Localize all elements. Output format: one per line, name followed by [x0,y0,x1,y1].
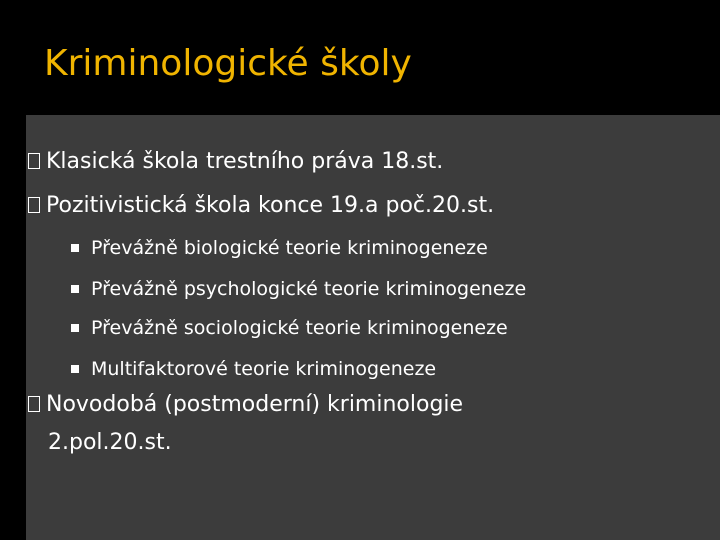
square-bullet-icon [71,324,79,332]
bullet-text: Novodobá (postmoderní) kriminologie [46,392,464,417]
sub-bullet-text: Multifaktorové teorie kriminogeneze [91,358,437,380]
sub-bullet-text: Převážně biologické teorie kriminogeneze [91,237,488,259]
bullet-item [28,387,463,423]
sub-bullet-text: Převážně sociologické teorie kriminogeneze [91,317,508,339]
sub-bullet-item [91,274,526,304]
slide-title: Kriminologické školy [44,43,412,84]
square-bullet-icon [71,285,79,293]
sub-bullet-item [91,313,508,343]
bullet-text: Klasická škola trestního práva 18.st. [46,149,444,174]
square-outline-icon [28,153,40,169]
bullet-continuation: 2.pol.20.st. [48,430,172,455]
square-outline-icon [28,197,40,213]
title-divider [0,110,720,114]
sub-bullet-text: Převážně psychologické teorie kriminogeneze [91,278,527,300]
sub-bullet-item [91,354,436,384]
square-bullet-icon [71,365,79,373]
bullet-item [28,144,443,180]
square-bullet-icon [71,244,79,252]
title-bar [0,0,720,110]
bullet-item [28,188,494,224]
bullet-text: Pozitivistická škola konce 19.a poč.20.st. [46,193,495,218]
square-outline-icon [28,396,40,412]
sub-bullet-item [91,233,488,263]
